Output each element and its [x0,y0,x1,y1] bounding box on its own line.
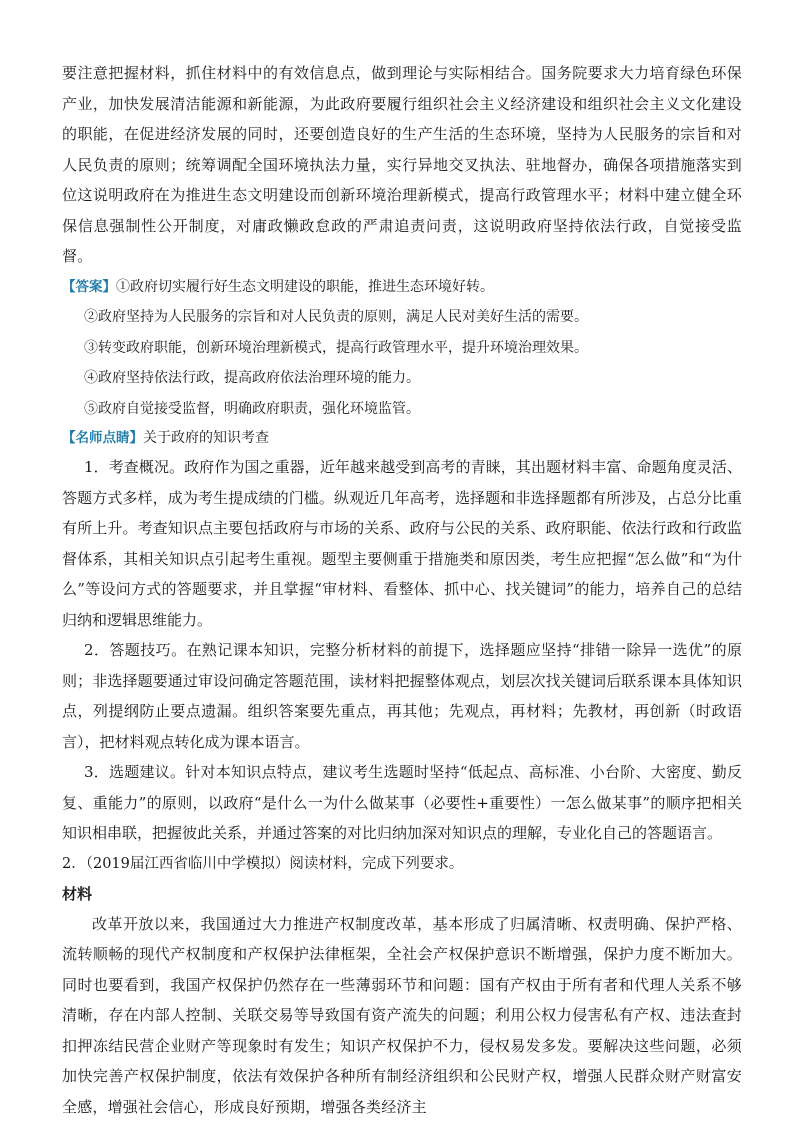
tips-tag: 【名师点睛】 [62,430,143,446]
tips-heading [62,424,742,452]
material-heading: 材料 [62,884,93,903]
material-text: 改革开放以来，我国通过大力推进产权制度改革，基本形成了归属清晰、权责明确、保护严格、流转顺畅的现代产权制度和产权保护法律框架，全社会产权保护意识不断增强，保护力度不断加大。同时也要看到，我国产权保护仍然存在一些薄弱环节和问题：国有产权由于所有者和代理人关系不够清晰，存在内部人控制、关联交易等导致国有资产流失的问题；利用公权力侵害私有产权、违法查封扣押冻结民营企业财产等现象时有发生；知识产权保护不力，侵权易发多发。要解决这些问题，必须加快完善产权保护制度，依法有效保护各种所有制经济组织和公民财产权，增强人民群众财产财富安全感，增强社会信心，形成良好预期，增强各类经济主 [62,914,742,1116]
question-2 [62,849,742,1123]
tips-title: 关于政府的知识考查 [143,430,269,446]
tips-paragraph-1: 1．考查概况。政府作为国之重器，近年越来越受到高考的青睐，其出题材料丰富、命题角度灵活、答题方式多样，成为考生提成绩的门槛。纵观近几年高考，选择题和非选择题都有所涉及，占总分比重有所上升。考查知识点主要包括政府与市场的关系、政府与公民的关系、政府职能、依法行政和行政监督体系，其相关知识点引起考生重视。题型主要侧重于措施类和原因类，考生应把握“怎么做”和“为什么”等设问方式的答题要求，并且掌握“审材料、看整体、抓中心、找关键词”的能力，培养自己的总结归纳和逻辑思维能力。 [62,458,742,629]
answer-item-3: ③转变政府职能，创新环境治理新模式，提高行政管理水平，提升环境治理效果。 [84,339,588,356]
answer-section [62,272,742,425]
answer-item-1: 【答案】①政府切实履行好生态文明建设的职能，推进生态环境好转。 [62,278,494,295]
tips-paragraph-3: 3．选题建议。针对本知识点特点，建议考生选题时坚持“低起点、高标准、小台阶、大密度、勤反复、重能力”的原则，以政府“是什么一为什么做某事（必要性+重要性）一怎么做某事”的顺序把相关知识相串联，把握彼此关系，并通过答案的对比归纳加深对知识点的理解，专业化自己的答题语言。 [62,763,742,842]
answer-tag: 【答案】 [62,278,116,295]
analysis-paragraph: 要注意把握材料，抓住材料中的有效信息点，做到理论与实际相结合。国务院要求大力培育绿色环保产业，加快发展清洁能源和新能源，为此政府要履行组织社会主义经济建设和组织社会主义文化建设的职能，在促进经济发展的同时，还要创造良好的生产生活的生态环境，坚持为人民服务的宗旨和对人民负责的原则；统筹调配全国环境执法力量，实行异地交叉执法、驻地督办，确保各项措施落实到位这说明政府在为推进生态文明建设而创新环境治理新模式，提高行政管理水平；材料中建立健全环保信息强制性公开制度，对庸政懒政怠政的严肃追责问责，这说明政府坚持依法行政，自觉接受监督。 [62,64,742,265]
tips-section [62,424,742,849]
answer-item-5: ⑤政府自觉接受监督，明确政府职责，强化环境监管。 [84,400,420,417]
document-page [62,58,742,1122]
tips-paragraph-2: 2．答题技巧。在熟记课本知识，完整分析材料的前提下，选择题应坚持“排错一除异一选优”的原则；非选择题要通过审设问确定答题范围，读材料把握整体观点，划层次找关键词后联系课本具体知识点，列提纲防止要点遗漏。组织答案要先重点，再其他；先观点，再材料；先教材，再创新（时政语言），把材料观点转化成为课本语言。 [62,641,742,751]
question-stem: 2．（2019届江西省临川中学模拟）阅读材料，完成下列要求。 [62,855,464,872]
answer-item-4: ④政府坚持依法行政，提高政府依法治理环境的能力。 [84,370,420,386]
answer-item-2: ②政府坚持为人民服务的宗旨和对人民负责的原则，满足人民对美好生活的需要。 [84,309,588,325]
